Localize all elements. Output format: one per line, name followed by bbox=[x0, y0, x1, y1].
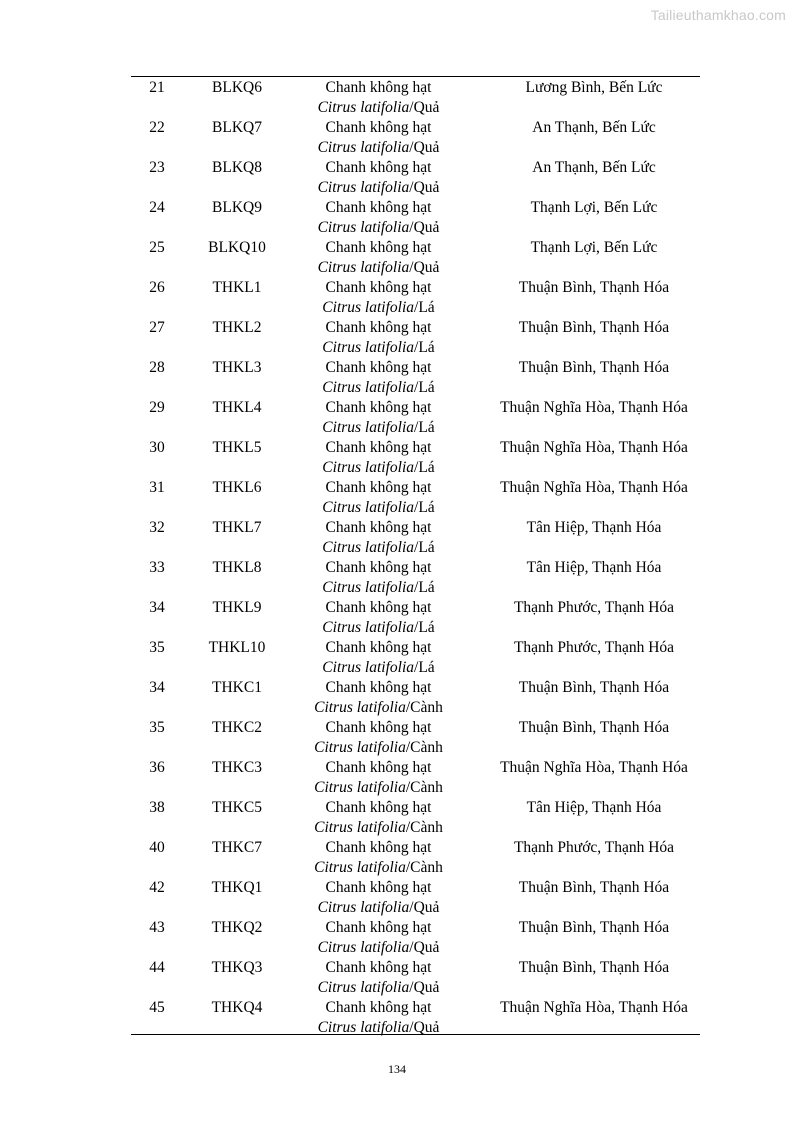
row-number: 31 bbox=[149, 479, 165, 496]
sample-code: THKL6 bbox=[212, 479, 262, 496]
collection-location: Lương Bình, Bến Lức bbox=[525, 79, 663, 96]
sample-code: BLKQ9 bbox=[212, 199, 262, 216]
watermark-text: Tailieuthamkhao.com bbox=[650, 7, 786, 23]
sample-name-cell bbox=[291, 518, 466, 558]
row-number: 21 bbox=[149, 79, 165, 96]
collection-location: Thạnh Phước, Thạnh Hóa bbox=[513, 639, 675, 656]
scientific-name-line bbox=[291, 98, 466, 118]
sample-code: THKL4 bbox=[212, 399, 262, 416]
collection-location: Thuận Nghĩa Hòa, Thạnh Hóa bbox=[500, 439, 688, 456]
collection-location: Thuận Nghĩa Hòa, Thạnh Hóa bbox=[500, 759, 688, 776]
scientific-name-line bbox=[291, 938, 466, 958]
table-row bbox=[131, 358, 700, 398]
row-number: 44 bbox=[149, 959, 165, 976]
plant-part: /Quả bbox=[409, 979, 440, 996]
scientific-name: Citrus latifolia bbox=[322, 539, 415, 556]
sample-code: THKQ1 bbox=[211, 879, 263, 896]
scientific-name-line bbox=[291, 138, 466, 158]
table-row bbox=[131, 718, 700, 758]
row-number: 27 bbox=[149, 319, 165, 336]
sample-name-cell bbox=[291, 838, 466, 878]
common-name: Chanh không hạt bbox=[325, 479, 432, 496]
plant-part: /Quả bbox=[409, 1019, 440, 1036]
scientific-name-line bbox=[291, 738, 466, 758]
sample-name-cell bbox=[291, 758, 466, 798]
common-name: Chanh không hạt bbox=[325, 79, 432, 96]
row-number: 36 bbox=[149, 759, 165, 776]
table-row bbox=[131, 958, 700, 998]
table-bottom-rule bbox=[131, 1034, 700, 1035]
common-name: Chanh không hạt bbox=[325, 199, 432, 216]
collection-location: Thạnh Phước, Thạnh Hóa bbox=[513, 599, 675, 616]
plant-part: /Lá bbox=[414, 459, 435, 476]
table-row bbox=[131, 438, 700, 478]
scientific-name: Citrus latifolia bbox=[317, 179, 410, 196]
sample-code: THKL1 bbox=[212, 279, 262, 296]
scientific-name: Citrus latifolia bbox=[317, 1019, 410, 1036]
sample-code: THKL9 bbox=[212, 599, 262, 616]
sample-name-cell bbox=[291, 718, 466, 758]
sample-code: BLKQ8 bbox=[212, 159, 262, 176]
scientific-name: Citrus latifolia bbox=[317, 99, 410, 116]
row-number: 32 bbox=[149, 519, 165, 536]
scientific-name-line bbox=[291, 978, 466, 998]
collection-location: Thuận Bình, Thạnh Hóa bbox=[518, 959, 670, 976]
collection-location: Thuận Bình, Thạnh Hóa bbox=[518, 919, 670, 936]
sample-code: THKQ2 bbox=[211, 919, 263, 936]
scientific-name: Citrus latifolia bbox=[322, 579, 415, 596]
sample-name-cell bbox=[291, 798, 466, 838]
sample-name-cell bbox=[291, 118, 466, 158]
table-row bbox=[131, 78, 700, 118]
collection-location: An Thạnh, Bến Lức bbox=[532, 119, 656, 136]
scientific-name: Citrus latifolia bbox=[322, 379, 415, 396]
scientific-name-line bbox=[291, 298, 466, 318]
scientific-name: Citrus latifolia bbox=[317, 259, 410, 276]
scientific-name: Citrus latifolia bbox=[317, 899, 410, 916]
scientific-name-line bbox=[291, 178, 466, 198]
scientific-name: Citrus latifolia bbox=[322, 659, 415, 676]
plant-part: /Lá bbox=[414, 499, 435, 516]
row-number: 35 bbox=[149, 719, 165, 736]
common-name: Chanh không hạt bbox=[325, 239, 432, 256]
common-name: Chanh không hạt bbox=[325, 719, 432, 736]
table-row bbox=[131, 238, 700, 278]
scientific-name: Citrus latifolia bbox=[322, 339, 415, 356]
sample-code: BLKQ6 bbox=[212, 79, 262, 96]
plant-part: /Quả bbox=[409, 899, 440, 916]
collection-location: Thuận Bình, Thạnh Hóa bbox=[518, 279, 670, 296]
sample-code: THKL3 bbox=[212, 359, 262, 376]
sample-code: THKL8 bbox=[212, 559, 262, 576]
collection-location: Thuận Bình, Thạnh Hóa bbox=[518, 879, 670, 896]
scientific-name-line bbox=[291, 578, 466, 598]
scientific-name-line bbox=[291, 458, 466, 478]
table-row bbox=[131, 798, 700, 838]
row-number: 24 bbox=[149, 199, 165, 216]
scientific-name-line bbox=[291, 258, 466, 278]
common-name: Chanh không hạt bbox=[325, 319, 432, 336]
row-number: 35 bbox=[149, 639, 165, 656]
common-name: Chanh không hạt bbox=[325, 399, 432, 416]
scientific-name-line bbox=[291, 338, 466, 358]
scientific-name-line bbox=[291, 418, 466, 438]
row-number: 42 bbox=[149, 879, 165, 896]
plant-part: /Lá bbox=[414, 379, 435, 396]
row-number: 40 bbox=[149, 839, 165, 856]
collection-location: Thuận Nghĩa Hòa, Thạnh Hóa bbox=[500, 999, 688, 1016]
sample-table bbox=[131, 78, 700, 1038]
plant-part: /Lá bbox=[414, 339, 435, 356]
row-number: 29 bbox=[149, 399, 165, 416]
sample-name-cell bbox=[291, 478, 466, 518]
sample-name-cell bbox=[291, 438, 466, 478]
scientific-name-line bbox=[291, 658, 466, 678]
scientific-name: Citrus latifolia bbox=[317, 219, 410, 236]
sample-name-cell bbox=[291, 998, 466, 1038]
scientific-name: Citrus latifolia bbox=[317, 139, 410, 156]
scientific-name: Citrus latifolia bbox=[322, 419, 415, 436]
plant-part: /Quả bbox=[409, 259, 440, 276]
scientific-name-line bbox=[291, 858, 466, 878]
page-number: 134 bbox=[388, 1062, 406, 1076]
sample-code: BLKQ10 bbox=[208, 239, 266, 256]
row-number: 34 bbox=[149, 599, 165, 616]
plant-part: /Lá bbox=[414, 579, 435, 596]
plant-part: /Quả bbox=[409, 139, 440, 156]
scientific-name: Citrus latifolia bbox=[314, 779, 406, 796]
common-name: Chanh không hạt bbox=[325, 359, 432, 376]
scientific-name: Citrus latifolia bbox=[322, 459, 415, 476]
scientific-name: Citrus latifolia bbox=[322, 299, 415, 316]
sample-code: THKC2 bbox=[212, 719, 262, 736]
table-row bbox=[131, 198, 700, 238]
collection-location: Thuận Bình, Thạnh Hóa bbox=[518, 359, 670, 376]
table-row bbox=[131, 678, 700, 718]
row-number: 30 bbox=[149, 439, 165, 456]
scientific-name: Citrus latifolia bbox=[322, 619, 415, 636]
scientific-name-line bbox=[291, 498, 466, 518]
sample-name-cell bbox=[291, 238, 466, 278]
scientific-name-line bbox=[291, 618, 466, 638]
sample-code: THKC1 bbox=[212, 679, 262, 696]
collection-location: Tân Hiệp, Thạnh Hóa bbox=[526, 519, 662, 536]
sample-code: THKC3 bbox=[212, 759, 262, 776]
common-name: Chanh không hạt bbox=[325, 439, 432, 456]
sample-name-cell bbox=[291, 878, 466, 918]
plant-part: /Lá bbox=[414, 539, 435, 556]
common-name: Chanh không hạt bbox=[325, 999, 432, 1016]
common-name: Chanh không hạt bbox=[325, 879, 432, 896]
sample-code: THKC5 bbox=[212, 799, 262, 816]
scientific-name: Citrus latifolia bbox=[314, 859, 406, 876]
scientific-name: Citrus latifolia bbox=[314, 819, 406, 836]
sample-code: THKL5 bbox=[212, 439, 262, 456]
sample-code: THKL2 bbox=[212, 319, 262, 336]
table-row bbox=[131, 918, 700, 958]
scientific-name-line bbox=[291, 698, 466, 718]
row-number: 38 bbox=[149, 799, 165, 816]
plant-part: /Quả bbox=[409, 99, 440, 116]
table-top-rule bbox=[131, 76, 700, 77]
sample-code: THKL7 bbox=[212, 519, 262, 536]
scientific-name: Citrus latifolia bbox=[317, 939, 410, 956]
row-number: 33 bbox=[149, 559, 165, 576]
sample-name-cell bbox=[291, 958, 466, 998]
plant-part: /Lá bbox=[414, 419, 435, 436]
collection-location: Tân Hiệp, Thạnh Hóa bbox=[526, 799, 662, 816]
sample-name-cell bbox=[291, 918, 466, 958]
sample-name-cell bbox=[291, 638, 466, 678]
table-row bbox=[131, 158, 700, 198]
sample-name-cell bbox=[291, 198, 466, 238]
plant-part: /Cành bbox=[405, 739, 443, 756]
table-row bbox=[131, 878, 700, 918]
table-row bbox=[131, 558, 700, 598]
collection-location: Tân Hiệp, Thạnh Hóa bbox=[526, 559, 662, 576]
sample-name-cell bbox=[291, 678, 466, 718]
row-number: 45 bbox=[149, 999, 165, 1016]
collection-location: Thuận Nghĩa Hòa, Thạnh Hóa bbox=[500, 399, 688, 416]
sample-name-cell bbox=[291, 78, 466, 118]
row-number: 28 bbox=[149, 359, 165, 376]
row-number: 23 bbox=[149, 159, 165, 176]
common-name: Chanh không hạt bbox=[325, 279, 432, 296]
sample-name-cell bbox=[291, 318, 466, 358]
collection-location: Thuận Bình, Thạnh Hóa bbox=[518, 679, 670, 696]
common-name: Chanh không hạt bbox=[325, 159, 432, 176]
plant-part: /Lá bbox=[414, 659, 435, 676]
table-row bbox=[131, 598, 700, 638]
collection-location: Thuận Nghĩa Hòa, Thạnh Hóa bbox=[500, 479, 688, 496]
plant-part: /Cành bbox=[405, 699, 443, 716]
row-number: 34 bbox=[149, 679, 165, 696]
table-row bbox=[131, 998, 700, 1038]
plant-part: /Quả bbox=[409, 179, 440, 196]
collection-location: Thuận Bình, Thạnh Hóa bbox=[518, 719, 670, 736]
scientific-name: Citrus latifolia bbox=[314, 699, 406, 716]
plant-part: /Lá bbox=[414, 299, 435, 316]
table-row bbox=[131, 638, 700, 678]
common-name: Chanh không hạt bbox=[325, 679, 432, 696]
scientific-name-line bbox=[291, 538, 466, 558]
table-row bbox=[131, 118, 700, 158]
sample-name-cell bbox=[291, 398, 466, 438]
scientific-name: Citrus latifolia bbox=[322, 499, 415, 516]
collection-location: Thuận Bình, Thạnh Hóa bbox=[518, 319, 670, 336]
row-number: 43 bbox=[149, 919, 165, 936]
sample-name-cell bbox=[291, 358, 466, 398]
plant-part: /Quả bbox=[409, 939, 440, 956]
common-name: Chanh không hạt bbox=[325, 959, 432, 976]
sample-code: THKC7 bbox=[212, 839, 262, 856]
table-row bbox=[131, 278, 700, 318]
sample-code: THKQ3 bbox=[211, 959, 263, 976]
table-row bbox=[131, 838, 700, 878]
row-number: 26 bbox=[149, 279, 165, 296]
table-row bbox=[131, 758, 700, 798]
collection-location: An Thạnh, Bến Lức bbox=[532, 159, 656, 176]
collection-location: Thạnh Phước, Thạnh Hóa bbox=[513, 839, 675, 856]
common-name: Chanh không hạt bbox=[325, 919, 432, 936]
common-name: Chanh không hạt bbox=[325, 639, 432, 656]
sample-name-cell bbox=[291, 598, 466, 638]
table-row bbox=[131, 318, 700, 358]
scientific-name-line bbox=[291, 898, 466, 918]
plant-part: /Cành bbox=[405, 779, 443, 796]
common-name: Chanh không hạt bbox=[325, 839, 432, 856]
scientific-name-line bbox=[291, 778, 466, 798]
sample-name-cell bbox=[291, 278, 466, 318]
common-name: Chanh không hạt bbox=[325, 519, 432, 536]
sample-code: THKQ4 bbox=[211, 999, 263, 1016]
table-row bbox=[131, 478, 700, 518]
scientific-name-line bbox=[291, 818, 466, 838]
scientific-name-line bbox=[291, 1018, 466, 1038]
row-number: 22 bbox=[149, 119, 165, 136]
collection-location: Thạnh Lợi, Bến Lức bbox=[530, 199, 658, 216]
common-name: Chanh không hạt bbox=[325, 559, 432, 576]
scientific-name: Citrus latifolia bbox=[314, 739, 406, 756]
table-row bbox=[131, 518, 700, 558]
plant-part: /Cành bbox=[405, 819, 443, 836]
common-name: Chanh không hạt bbox=[325, 599, 432, 616]
common-name: Chanh không hạt bbox=[325, 759, 432, 776]
collection-location: Thạnh Lợi, Bến Lức bbox=[530, 239, 658, 256]
sample-name-cell bbox=[291, 558, 466, 598]
sample-name-cell bbox=[291, 158, 466, 198]
common-name: Chanh không hạt bbox=[325, 799, 432, 816]
common-name: Chanh không hạt bbox=[325, 119, 432, 136]
scientific-name-line bbox=[291, 218, 466, 238]
sample-code: BLKQ7 bbox=[212, 119, 262, 136]
table-row bbox=[131, 398, 700, 438]
plant-part: /Cành bbox=[405, 859, 443, 876]
row-number: 25 bbox=[149, 239, 165, 256]
plant-part: /Quả bbox=[409, 219, 440, 236]
plant-part: /Lá bbox=[414, 619, 435, 636]
sample-code: THKL10 bbox=[208, 639, 266, 656]
scientific-name-line bbox=[291, 378, 466, 398]
scientific-name: Citrus latifolia bbox=[317, 979, 410, 996]
